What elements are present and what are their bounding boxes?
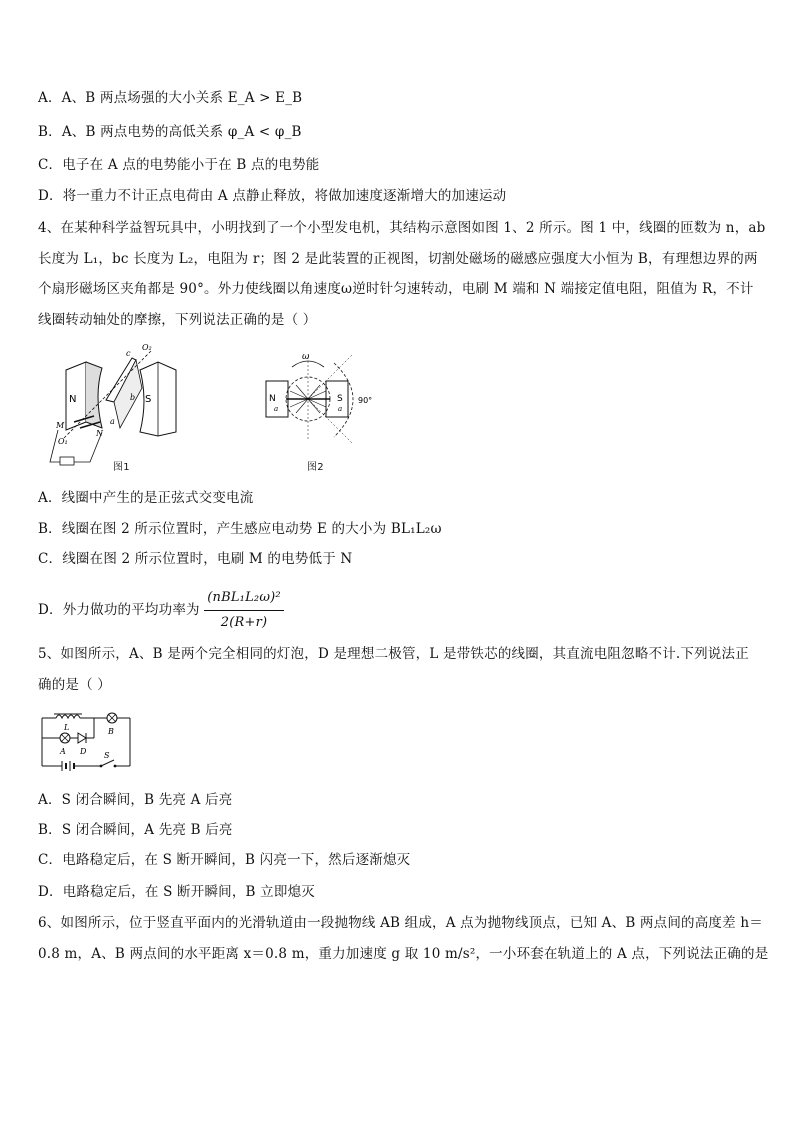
circuit-label-s: S xyxy=(104,751,110,760)
q4-option-c: C．线圈在图 2 所示位置时，电刷 M 的电势低于 N xyxy=(38,551,353,567)
fig2-label-omega: ω xyxy=(302,352,310,362)
q4-figure-2-caption: 图2 xyxy=(307,462,324,473)
fig1-label-b: b xyxy=(130,393,136,402)
fraction-denominator: 2(R+r) xyxy=(220,615,268,630)
q4-stem-line-2: 长度为 L₁，bc 长度为 L₂，电阻为 r；图 2 是此装置的正视图，切割处磁场的磁感应强度大小恒为 B，有理想边界的两 xyxy=(38,251,758,267)
fig1-label-s: S xyxy=(145,394,152,405)
q6-stem-line-1: 6、如图所示，位于竖直平面内的光滑轨道由一段抛物线 AB 组成，A 点为抛物线顶点，已知 A、B 两点间的高度差 h＝ xyxy=(38,915,763,931)
fig1-label-n-brush: N xyxy=(96,429,103,438)
fig2-label-a-left: a xyxy=(274,405,279,413)
fig2-label-a-right: a xyxy=(338,405,343,413)
q5-circuit-figure xyxy=(38,708,138,774)
fig1-label-a: a xyxy=(110,417,115,426)
q4-option-d xyxy=(38,588,284,633)
circuit-label-l: L xyxy=(64,723,70,732)
q6-stem-line-2: 0.8 m，A、B 两点间的水平距离 x＝0.8 m，重力加速度 g 取 10 m/s²，一小环套在轨道上的 A 点，下列说法正确的是 xyxy=(38,946,769,962)
fig2-label-s: S xyxy=(337,394,343,404)
q5-option-b: B．S 闭合瞬间，A 先亮 B 后亮 xyxy=(38,822,233,838)
fig1-label-o1: O₁ xyxy=(58,437,68,446)
fig1-label-c: c xyxy=(126,349,131,358)
circuit-label-a: A xyxy=(60,747,66,756)
fig2-label-angle: 90° xyxy=(358,396,373,405)
circuit-label-b: B xyxy=(108,727,114,736)
q4-option-d-fraction xyxy=(204,588,284,633)
fig1-label-o2: O₂ xyxy=(142,343,152,352)
q5-stem-line-2: 确的是（ ） xyxy=(38,677,111,693)
q4-stem-line-3: 个扇形磁场区夹角都是 90°。外力使线圈以角速度ω逆时针匀速转动，电刷 M 端和 N 端接定值电阻，阻值为 R，不计 xyxy=(38,281,754,297)
q4-figure-1 xyxy=(44,340,184,472)
q5-option-d: D．电路稳定后，在 S 断开瞬间，B 立即熄灭 xyxy=(38,884,315,900)
circuit-label-d: D xyxy=(80,747,87,756)
q5-stem-line-1: 5、如图所示，A、B 是两个完全相同的灯泡，D 是理想二极管，L 是带铁芯的线圈，其直流电阻忽略不计.下列说法正 xyxy=(38,646,749,662)
fig1-label-n: N xyxy=(69,394,77,405)
q5-option-a: A．S 闭合瞬间，B 先亮 A 后亮 xyxy=(38,792,233,808)
q3-option-b: B．A、B 两点电势的高低关系 φ_A < φ_B xyxy=(38,124,302,140)
q4-option-a: A．线圈中产生的是正弦式交变电流 xyxy=(38,490,254,506)
q3-option-a: A．A、B 两点场强的大小关系 E_A > E_B xyxy=(38,90,303,106)
q4-stem-line-4: 线圈转动轴处的摩擦，下列说法正确的是（ ） xyxy=(38,312,317,328)
fig2-label-n: N xyxy=(269,394,276,404)
q4-option-d-prefix: D．外力做功的平均功率为 xyxy=(38,602,200,618)
q4-stem-line-1: 4、在某种科学益智玩具中，小明找到了一个小型发电机，其结构示意图如图 1、2 所示。图 1 中，线圈的匝数为 n，ab xyxy=(38,220,766,236)
fraction-numerator: (nBL₁L₂ω)² xyxy=(204,588,284,611)
q5-option-c: C．电路稳定后，在 S 断开瞬间，B 闪亮一下，然后逐渐熄灭 xyxy=(38,852,411,868)
q4-figure-1-caption: 图1 xyxy=(113,462,130,473)
q4-option-b: B．线圈在图 2 所示位置时，产生感应电动势 E 的大小为 BL₁L₂ω xyxy=(38,521,442,537)
fig1-label-m: M xyxy=(56,421,65,430)
q3-option-d: D．将一重力不计正点电荷由 A 点静止释放，将做加速度逐渐增大的加速运动 xyxy=(38,188,507,204)
q4-figure-2 xyxy=(262,345,382,455)
q3-option-c: C．电子在 A 点的电势能小于在 B 点的电势能 xyxy=(38,157,320,173)
